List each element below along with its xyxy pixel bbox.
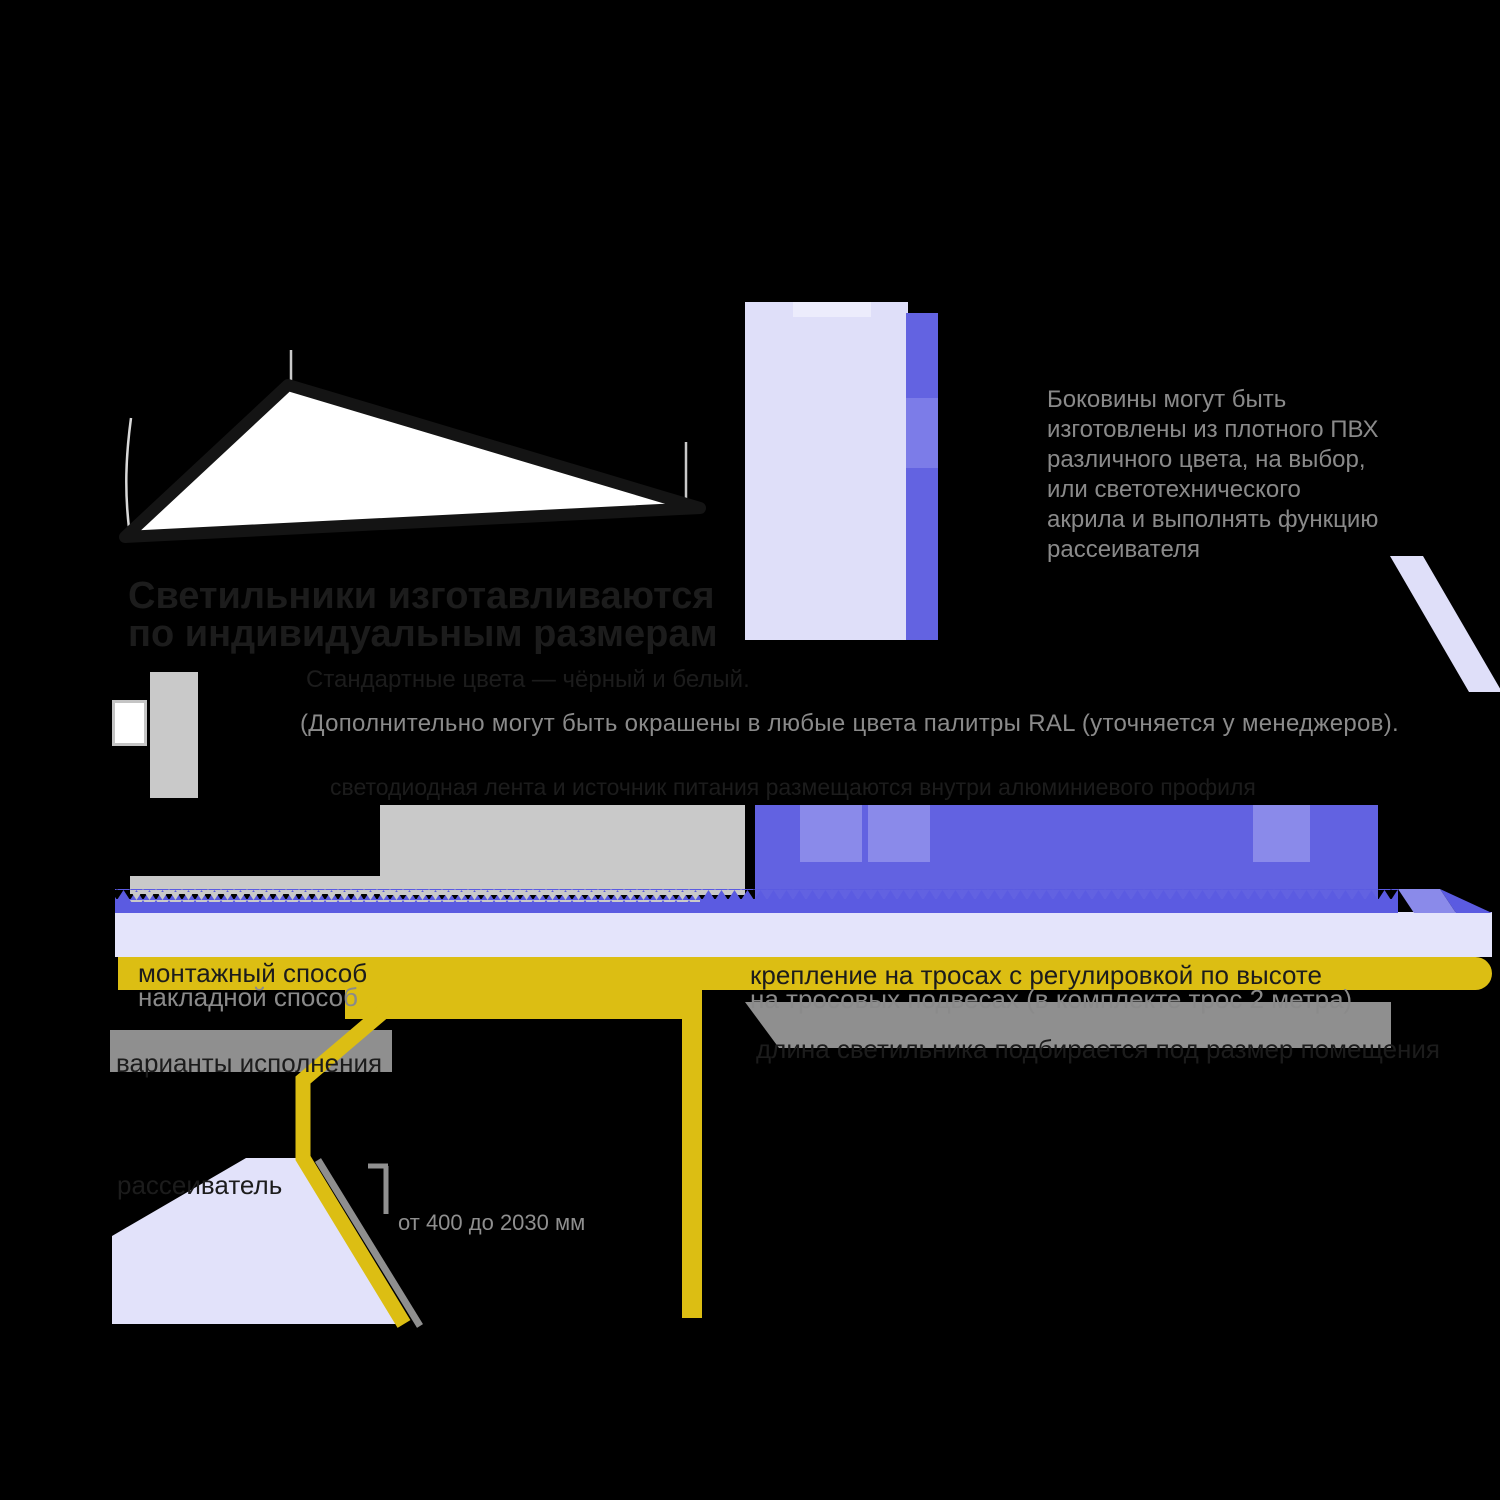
dimension-tick bbox=[368, 1166, 388, 1214]
side-panels-text-5: акрила и выполнять функцию bbox=[1047, 506, 1379, 533]
mount-right-title: крепление на тросах с регулировкой по высоте bbox=[750, 960, 1322, 990]
mount-right-label: на тросовых подвесах (в комплекте трос 2 метра) bbox=[750, 984, 1353, 1014]
ral-note: (Дополнительно могут быть окрашены в любые цвета палитры RAL (уточняется у менеджеров). bbox=[300, 710, 1399, 737]
headline-line2: по индивидуальным размерам bbox=[128, 613, 718, 655]
side-panels-text-1: Боковины могут быть bbox=[1047, 386, 1287, 413]
led-joint-gray-teeth bbox=[130, 892, 700, 902]
headline-line1: Светильники изготавливаются bbox=[128, 575, 715, 617]
side-panels-text-2: изготовлены из плотного ПВХ bbox=[1047, 416, 1379, 443]
suspension-wire-left bbox=[126, 418, 131, 536]
triangle-luminaire bbox=[125, 385, 700, 537]
assembly-note: светодиодная лента и источник питания размещаются внутри алюминиевого профиля bbox=[330, 774, 1256, 800]
bar-right-label: длина светильника подбирается под размер помещения bbox=[756, 1034, 1440, 1064]
side-panels-text-6: рассеивателя bbox=[1047, 536, 1201, 563]
mount-left-label: накладной способ bbox=[138, 982, 359, 1012]
dimension-label: от 400 до 2030 мм bbox=[398, 1210, 586, 1235]
side-panels-text-3: различного цвета, на выбор, bbox=[1047, 446, 1366, 473]
mount-left-title: монтажный способ bbox=[138, 958, 368, 988]
bar-left-label: варианты исполнения bbox=[116, 1048, 383, 1078]
diffuser-label: рассеиватель bbox=[117, 1170, 283, 1200]
body-note: Стандартные цвета — чёрный и белый. bbox=[306, 666, 750, 693]
side-panels-text-4: или светотехнического bbox=[1047, 476, 1301, 503]
diffuser-leader bbox=[1390, 556, 1500, 692]
